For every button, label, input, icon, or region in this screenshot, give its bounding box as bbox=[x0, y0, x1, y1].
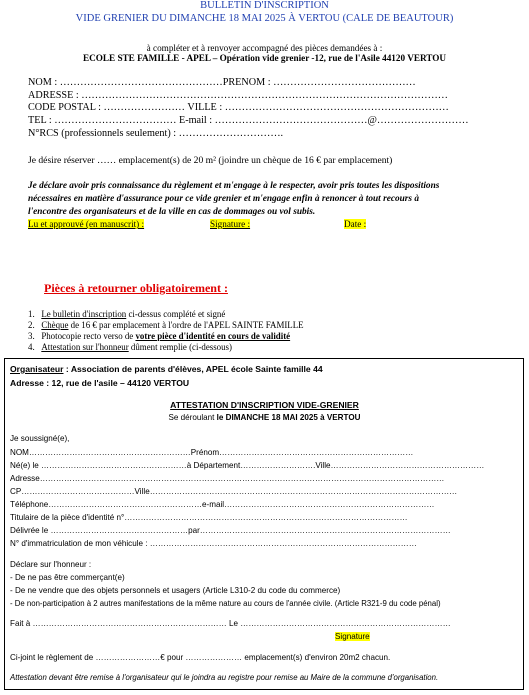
attest-line[interactable]: N° d'immatriculation de mon véhicule : ……………………………………………………………………………………… bbox=[10, 539, 417, 548]
attest-signature-label: Signature bbox=[335, 632, 370, 641]
attest-line[interactable]: Délivrée le ……………………………………………par………………………………………………………………………………… bbox=[10, 526, 451, 535]
declaration-line1: Je déclare avoir pris connaissance du règlement et m'engage à le respecter, avoir pris toutes les dispositions bbox=[28, 181, 440, 191]
attest-line: Déclare sur l'honneur : bbox=[10, 560, 92, 569]
send-instruction: à compléter et à renvoyer accompagné des pièces demandées à : bbox=[146, 43, 383, 53]
attest-footer: Attestation devant être remise à l'organisateur qui le joindra au registre pour remise au Maire de la commune d'organisation. bbox=[10, 673, 439, 682]
signature-label: Signature : bbox=[210, 219, 251, 229]
attest-line: Je soussigné(e), bbox=[10, 434, 70, 443]
piece-item: 1. Le bulletin d'inscription ci-dessus complété et signé bbox=[28, 309, 226, 319]
attest-line: - De ne pas être commerçant(e) bbox=[10, 573, 125, 582]
declaration-line2: nécessaires en matière d'assurance pour ce vide grenier et m'engage enfin à renoncer à tout recours à bbox=[28, 194, 419, 204]
field-adresse[interactable]: ADRESSE : ……………………………………………………………………………………………… bbox=[28, 90, 448, 101]
send-address: ECOLE STE FAMILLE - APEL – Opération vide grenier -12, rue de l'Asile 44120 VERTOU bbox=[82, 53, 447, 63]
attest-line[interactable]: NOM……………………………………………………Prénom……………………………………………………………… bbox=[10, 448, 414, 457]
attest-line[interactable]: Ci-joint le règlement de ……………………€ pour ………………… emplacement(s) d'environ 20m2 chacun. bbox=[10, 653, 391, 662]
attest-line[interactable]: Né(e) le ………………………………………………à Département……………………….Ville………………………………………………… bbox=[10, 461, 485, 470]
field-nom[interactable]: NOM : …………………………………………PRENOM : …………………………………… bbox=[28, 77, 416, 88]
organisateur: Organisateur : Association de parents d'élèves, APEL école Sainte famille 44 bbox=[10, 364, 323, 374]
organisateur-adresse: Adresse : 12, rue de l'asile – 44120 VERTOU bbox=[10, 378, 190, 388]
field-code-postal[interactable]: CODE POSTAL : …………………… VILLE : ………………………………………………………… bbox=[28, 102, 449, 113]
attest-line: - De ne vendre que des objets personnels et usagers (Article L310-2 du code du commerce) bbox=[10, 586, 341, 595]
field-tel[interactable]: TEL : ……………………………… E-mail : ………………………………………@……………………… bbox=[28, 115, 469, 126]
attest-line[interactable]: Fait à ……………………………………………………………… Le …………………………………………………………………… bbox=[10, 619, 451, 628]
attestation-title: ATTESTATION D'INSCRIPTION VIDE-GRENIER bbox=[170, 400, 359, 410]
attest-line[interactable]: CP……………………………………Ville…………………………………………………………………………………………………… bbox=[10, 487, 458, 496]
reservation-line[interactable]: Je désire réserver …… emplacement(s) de 20 m² (joindre un chèque de 16 € par emplacement) bbox=[28, 155, 393, 166]
piece-item: 2. Chèque de 16 € par emplacement à l'ordre de l'APEL SAINTE FAMILLE bbox=[28, 320, 304, 330]
attest-line[interactable]: Adresse…………………………………………………………………………………………………………………………………… bbox=[10, 474, 445, 483]
lu-approuve-label: Lu et approuvé (en manuscrit) : bbox=[28, 219, 145, 229]
piece-item: 4. Attestation sur l'honneur dûment remplie (ci-dessous) bbox=[28, 342, 232, 352]
attestation-subtitle: Se déroulant le DIMANCHE 18 MAI 2025 à VERTOU bbox=[168, 413, 361, 422]
date-label: Date : bbox=[344, 219, 367, 229]
piece-item: 3. Photocopie recto verso de votre pièce d'identité en cours de validité bbox=[28, 331, 291, 341]
title-line1: BULLETIN D'INSCRIPTION bbox=[200, 0, 329, 11]
attest-line: - De non-participation à 2 autres manifestations de la même nature au cours de l'année civile. (Article R321-9 du code pénal) bbox=[10, 599, 441, 608]
pieces-title: Pièces à retourner obligatoirement : bbox=[44, 281, 228, 295]
field-rcs[interactable]: N°RCS (professionnels seulement) : …………………………. bbox=[28, 128, 284, 139]
attest-line[interactable]: Titulaire de la pièce d'identité n°…………………………………………………………………………………………… bbox=[10, 513, 408, 522]
declaration-line3: l'encontre des organisateurs et de la ville en cas de dommages ou vol subis. bbox=[28, 207, 316, 217]
title-line2: VIDE GRENIER DU DIMANCHE 18 MAI 2025 À VERTOU (CALE DE BEAUTOUR) bbox=[75, 13, 454, 24]
attest-line[interactable]: Téléphone…………………………………………………e-mail…………………………………………………………………… bbox=[10, 500, 435, 509]
